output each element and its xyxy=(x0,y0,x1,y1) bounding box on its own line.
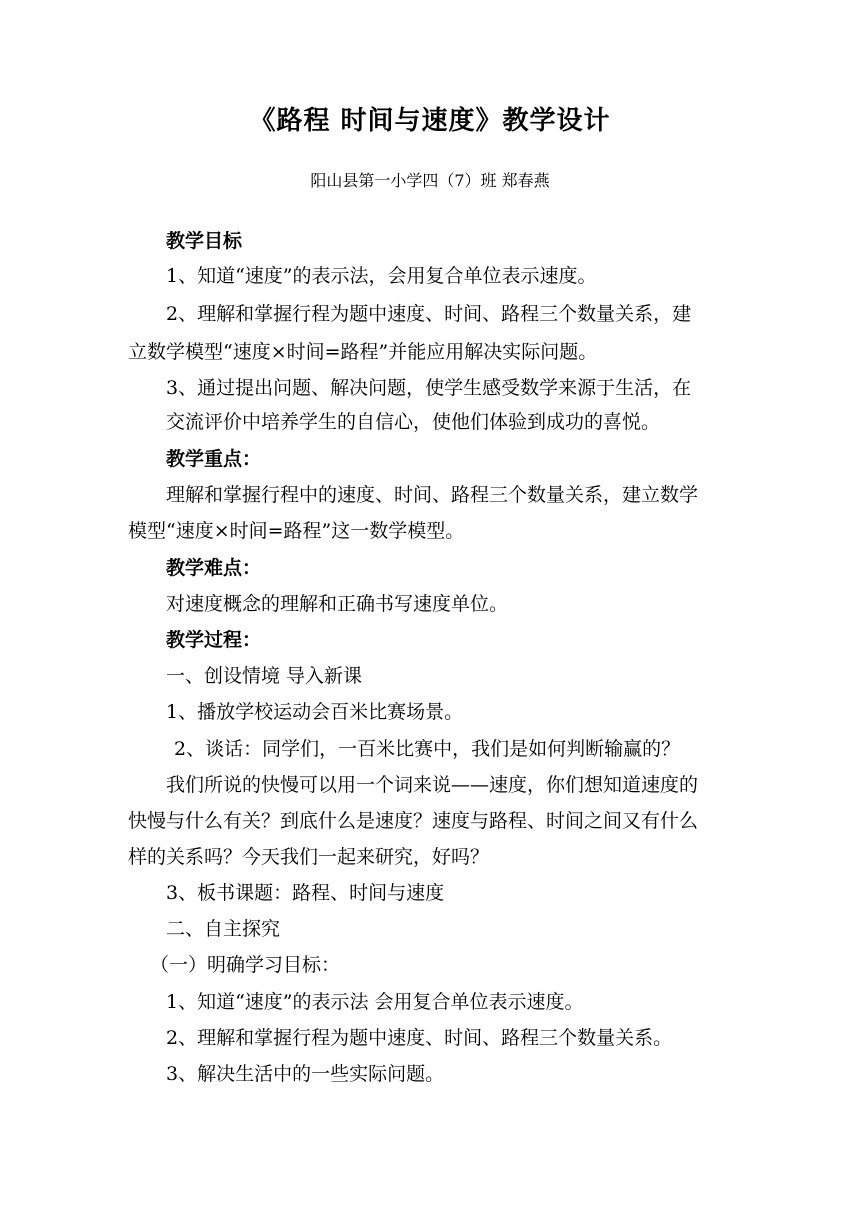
subsection-heading: （一）明确学习目标： xyxy=(150,954,341,976)
paragraph-line: 快慢与什么有关？到底什么是速度？速度与路程、时间之间又有什么 xyxy=(128,810,699,832)
paragraph-line: 1、知道“速度”的表示法，会用复合单位表示速度。 xyxy=(166,265,597,287)
paragraph-line: 3、板书课题：路程、时间与速度 xyxy=(166,882,445,904)
paragraph-line: 模型“速度×时间=路程”这一数学模型。 xyxy=(128,520,465,542)
paragraph-line: 1、播放学校运动会百米比赛场景。 xyxy=(166,701,464,723)
paragraph-line: 对速度概念的理解和正确书写速度单位。 xyxy=(166,593,509,615)
heading-key-points: 教学重点： xyxy=(166,448,262,470)
paragraph-line: 3、通过提出问题、解决问题，使学生感受数学来源于生活，在 xyxy=(166,377,692,399)
paragraph-line: 1、知道“速度”的表示法 会用复合单位表示速度。 xyxy=(166,991,584,1013)
section-heading: 二、自主探究 xyxy=(166,918,281,940)
paragraph-line: 立数学模型“速度×时间=路程”并能应用解决实际问题。 xyxy=(128,341,598,363)
paragraph-line: 我们所说的快慢可以用一个词来说——速度，你们想知道速度的 xyxy=(166,774,699,796)
paragraph-line: 2、理解和掌握行程为题中速度、时间、路程三个数量关系，建 xyxy=(166,303,692,325)
paragraph-line: 2、谈话：同学们，一百米比赛中，我们是如何判断输赢的？ xyxy=(174,738,681,760)
document-author: 阳山县第一小学四（7）班 郑春燕 xyxy=(310,171,550,190)
section-heading: 一、创设情境 导入新课 xyxy=(166,665,363,687)
paragraph-line: 交流评价中培养学生的自信心，使他们体验到成功的喜悦。 xyxy=(166,411,661,433)
paragraph-line: 理解和掌握行程中的速度、时间、路程三个数量关系，建立数学 xyxy=(166,484,699,506)
paragraph-line: 2、理解和掌握行程为题中速度、时间、路程三个数量关系。 xyxy=(166,1027,673,1049)
heading-teaching-process: 教学过程： xyxy=(166,629,262,651)
paragraph-line: 样的关系吗？今天我们一起来研究，好吗？ xyxy=(128,846,490,868)
document-title: 《路程 时间与速度》教学设计 xyxy=(249,106,611,136)
heading-teaching-goals: 教学目标 xyxy=(166,230,243,252)
heading-difficult-points: 教学难点： xyxy=(166,557,262,579)
paragraph-line: 3、解决生活中的一些实际问题。 xyxy=(166,1063,445,1085)
